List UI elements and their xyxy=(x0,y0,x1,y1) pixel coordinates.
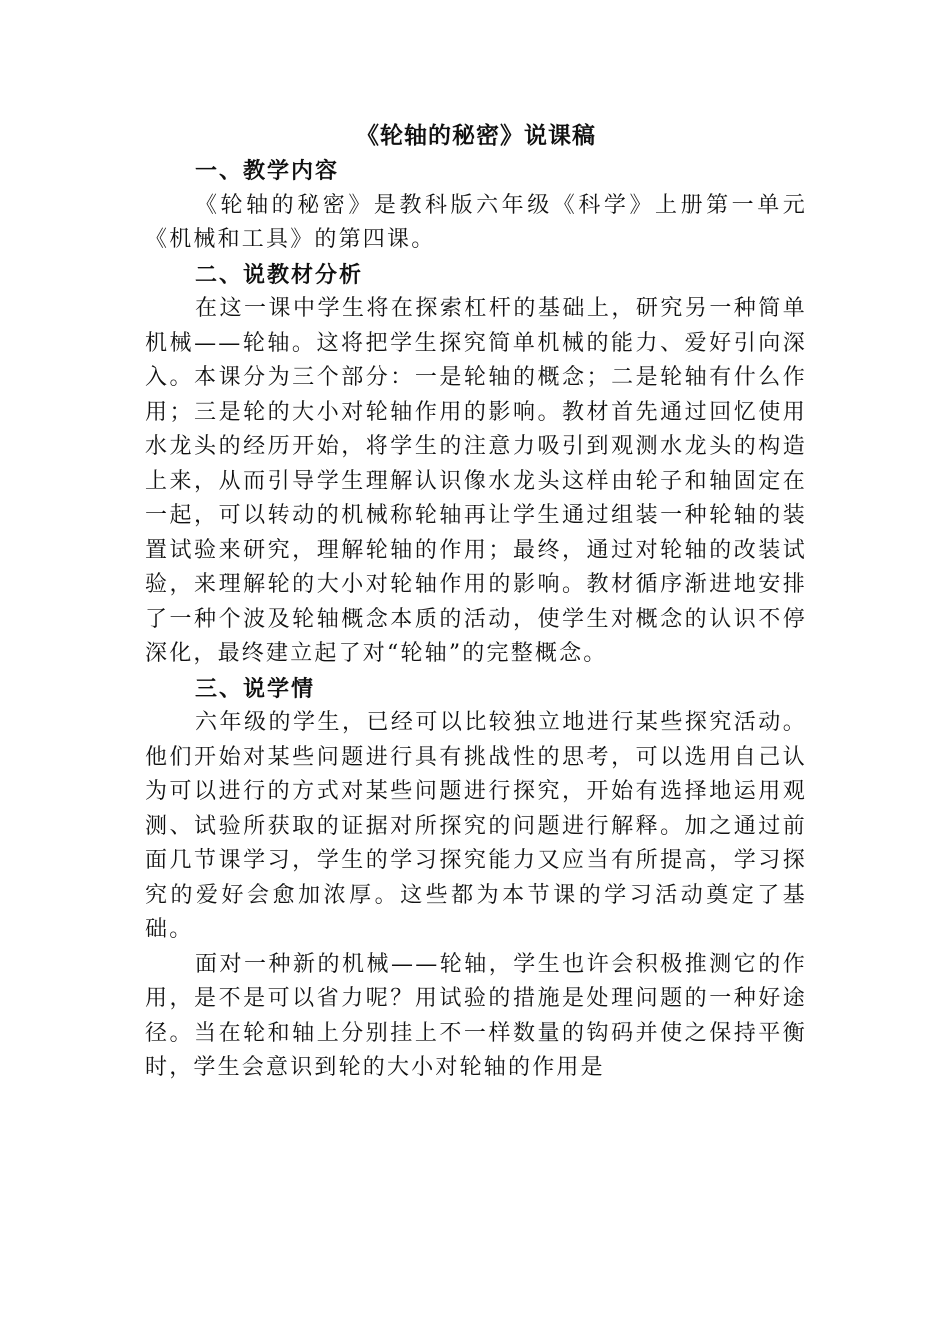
section-heading: 二、说教材分析 xyxy=(195,261,364,288)
paragraph: 面对一种新的机械——轮轴，学生也许会积极推测它的作用，是不是可以省力呢？用试验的措施是处理问题的一种好途径。当在轮和轴上分别挂上不一样数量的钩码并使之保持平衡时，学生会意识到轮的大小对轮轴的作用是 xyxy=(145,951,807,1080)
paragraph: 六年级的学生，已经可以比较独立地进行某些探究活动。他们开始对某些问题进行具有挑战性的思考，可以选用自己认为可以进行的方式对某些问题进行探究，开始有选择地运用观测、试验所获取的证据对所探究的问题进行解释。加之通过前面几节课学习，学生的学习探究能力又应当有所提高，学习探究的爱好会愈加浓厚。这些都为本节课的学习活动奠定了基础。 xyxy=(145,710,807,942)
document-page xyxy=(145,118,807,1086)
section-heading: 三、说学情 xyxy=(195,675,316,702)
section-teaching-content xyxy=(145,154,807,258)
section-heading: 一、教学内容 xyxy=(195,158,340,184)
paragraph: 在这一课中学生将在探索杠杆的基础上，研究另一种简单机械——轮轴。这将把学生探究简单机械的能力、爱好引向深入。本课分为三个部分：一是轮轴的概念；二是轮轴有什么作用；三是轮的大小对轮轴作用的影响。教材首先通过回忆使用水龙头的经历开始，将学生的注意力吸引到观测水龙头的构造上来，从而引导学生理解认识像水龙头这样由轮子和轴固定在一起，可以转动的机械称轮轴再让学生通过组装一种轮轴的装置试验来研究，理解轮轴的作用；最终，通过对轮轴的改装试验，来理解轮的大小对轮轴作用的影响。教材循序渐进地安排了一种个波及轮轴概念本质的活动，使学生对概念的认识不停深化，最终建立起了对“轮轴”的完整概念。 xyxy=(145,296,807,666)
document-title: 《轮轴的秘密》说课稿 xyxy=(356,122,596,149)
section-student-situation xyxy=(145,672,807,1086)
section-textbook-analysis xyxy=(145,258,807,672)
paragraph: 《轮轴的秘密》是教科版六年级《科学》上册第一单元《机械和工具》的第四课。 xyxy=(145,192,807,252)
